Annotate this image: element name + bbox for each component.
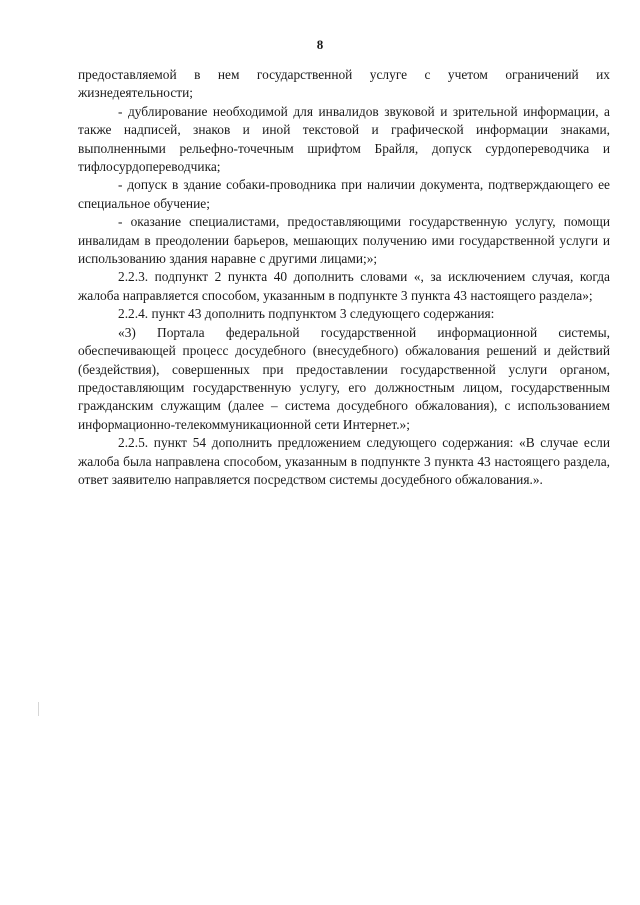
scan-margin-mark [38,702,39,716]
paragraph-clause-2-2-3: 2.2.3. подпункт 2 пункта 40 дополнить словами «, за исключением случая, когда жалоба направляется способом, указанным в подпункте 3 пункта 43 настоящего раздела»; [78,269,610,303]
paragraph-subclause-3: «3) Портала федеральной государственной информационной системы, обеспечивающей процесс досудебного (внесудебного) обжалования решений и действий (бездействия), совершенных при предоставлении государственной услуги органом, предоставляющим государственную услугу, его должностным лицом, государственным гражданским служащим (далее – система досудебного обжалования), с использованием информационно-телекоммуникационной сети Интернет.»; [78,324,610,432]
paragraph-clause-2-2-4: 2.2.4. пункт 43 дополнить подпунктом 3 следующего содержания: [118,306,495,322]
paragraph-list-item-guide-dog: - допуск в здание собаки-проводника при наличии документа, подтверждающего ее специальное обучение; [78,177,610,211]
document-body [78,66,610,489]
paragraph-list-item-assistance: - оказание специалистами, предоставляющими государственную услугу, помощи инвалидам в преодолении барьеров, мешающих получению ими государственной услуги и использованию здания наравне с другими лицами;»; [78,214,610,267]
page-number: 8 [316,37,324,52]
paragraph-list-item-braille: - дублирование необходимой для инвалидов звуковой и зрительной информации, а также надписей, знаков и иной текстовой и графической информации знаками, выполненными рельефно-точечным шрифтом Брайля, допуск сурдопереводчика и тифлосурдопереводчика; [78,103,610,175]
paragraph-continuation: предоставляемой в нем государственной услуге с учетом ограничений их жизнедеятельности; [78,67,610,101]
paragraph-clause-2-2-5: 2.2.5. пункт 54 дополнить предложением следующего содержания: «В случае если жалоба была направлена способом, указанным в подпункте 3 пункта 43 настоящего раздела, ответ заявителю направляется посредством системы досудебного обжалования.». [78,435,610,487]
